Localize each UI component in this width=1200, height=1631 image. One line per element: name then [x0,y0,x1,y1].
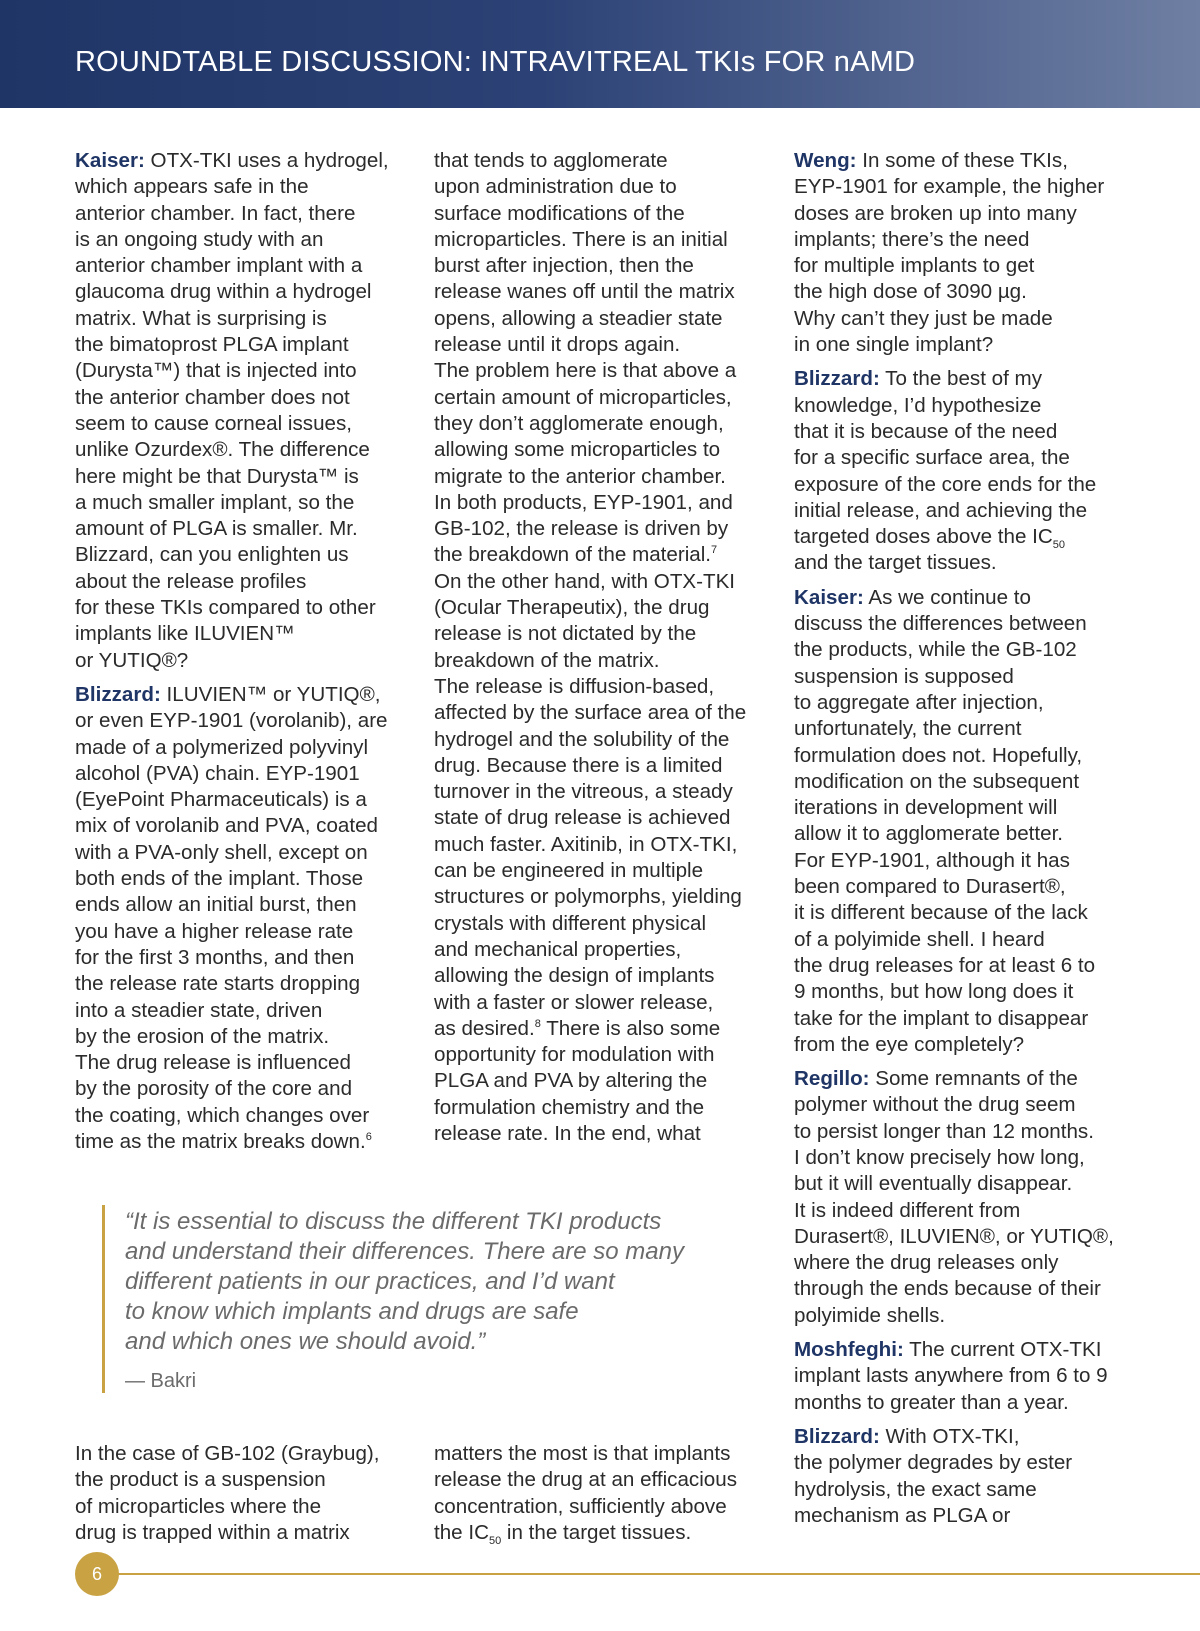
text-line: the products, while the GB-102 [794,638,1077,662]
text-line: (Ocular Therapeutix), the drug [434,596,710,620]
text-line: opens, allowing a steadier state [434,306,723,330]
text-line: migrate to the anterior chamber. [434,464,726,488]
reference-superscript: 6 [365,1131,372,1144]
text-line: crystals with different physical [434,911,707,935]
text-line: to aggregate after injection, [794,690,1044,714]
text-line: state of drug release is achieved [434,806,731,830]
paragraph-blizzard-1 [75,682,415,1155]
subscript: 50 [1052,539,1065,552]
text-line: (Durysta™) that is injected into [75,359,357,383]
speaker-label: Kaiser: [75,149,145,172]
text-line: drug is trapped within a matrix [75,1520,350,1544]
text-line: microparticles. There is an initial [434,227,728,251]
text-line: the coating, which changes over [75,1103,370,1127]
text-line: In both products, EYP-1901, and [434,490,733,514]
paragraph-blizzard-3 [794,1424,1154,1529]
text-line: release rate. In the end, what [434,1121,701,1145]
text-line: burst after injection, then the [434,254,694,278]
text-line: release is not dictated by the [434,622,697,646]
text-line: months to greater than a year. [794,1390,1069,1414]
text-line: the drug releases for at least 6 to [794,953,1096,977]
text-line: about the release profiles [75,569,307,593]
paragraph-blizzard-2 [794,366,1154,576]
text-line: unfortunately, the current [794,717,1022,741]
text-line: by the erosion of the matrix. [75,1024,330,1048]
text-line: Some remnants of the [869,1067,1078,1091]
paragraph-weng [794,148,1154,358]
reference-superscript: 8 [534,1017,541,1030]
reference-superscript: 7 [711,544,718,557]
text-line: they don’t agglomerate enough, [434,411,724,435]
text-line: There is also some [540,1016,721,1040]
paragraph-moshfeghi [794,1337,1154,1416]
quote-text [125,1207,684,1357]
text-line: With OTX-TKI, [879,1424,1020,1448]
text-line: For EYP-1901, although it has [794,848,1070,872]
text-line: glaucoma drug within a hydrogel [75,280,372,304]
text-line: OTX-TKI uses a hydrogel, [144,149,389,172]
text-line: affected by the surface area of the [434,701,747,725]
text-line: the bimatoprost PLGA implant [75,333,349,357]
page-number: 6 [75,1552,119,1596]
text-line: the polymer degrades by ester [794,1451,1073,1475]
text-line: allow it to agglomerate better. [794,822,1064,846]
text-line: the breakdown of the material. [434,543,712,567]
text-line: both ends of the implant. Those [75,867,364,891]
text-line: with a faster or slower release, [434,990,714,1014]
text-line: mechanism as PLGA or [794,1503,1011,1527]
text-line: EYP-1901 for example, the higher [794,175,1105,199]
quote-line: to know which implants and drugs are safe [125,1298,579,1325]
text-line: through the ends because of their [794,1277,1101,1301]
text-line: seem to cause corneal issues, [75,411,353,435]
text-line: for a specific surface area, the [794,446,1070,470]
paragraph-regillo [794,1066,1154,1329]
speaker-label: Moshfeghi: [794,1338,904,1362]
text-line: 9 months, but how long does it [794,980,1074,1004]
text-line: for the first 3 months, and then [75,945,355,969]
text-line: and the target tissues. [794,551,997,575]
text-line: a much smaller implant, so the [75,490,355,514]
column-2-bottom [434,1441,774,1554]
paragraph-kaiser-2 [794,585,1154,1058]
text-line: the high dose of 3090 µg. [794,280,1027,304]
paragraph-graybug [75,1441,415,1546]
text-line: modification on the subsequent [794,769,1080,793]
text-line: formulation does not. Hopefully, [794,743,1083,767]
text-line: it is different because of the lack [794,901,1088,925]
text-line: anterior chamber implant with a [75,254,363,278]
subscript: 50 [488,1535,502,1547]
text-line: implants like ILUVIEN™ [75,622,295,646]
text-line: The drug release is influenced [75,1051,351,1075]
text-line: opportunity for modulation with [434,1043,715,1067]
quote-line: and understand their differences. There are so many [125,1238,684,1265]
text-line: Durasert®, ILUVIEN®, or YUTIQ®, [794,1224,1114,1248]
speaker-label: Blizzard: [794,367,880,391]
text-line: PLGA and PVA by altering the [434,1069,708,1093]
text-line: but it will eventually disappear. [794,1172,1073,1196]
text-line: is an ongoing study with an [75,227,324,251]
quote-line: “It is essential to discuss the different TKI products [125,1208,662,1235]
text-line: made of a polymerized polyvinyl [75,735,369,759]
text-line: certain amount of microparticles, [434,385,732,409]
text-line: allowing some microparticles to [434,438,721,462]
column-1 [75,148,415,1163]
column-1-bottom [75,1441,415,1554]
text-line: I don’t know precisely how long, [794,1145,1085,1169]
text-line: polyimide shells. [794,1303,946,1327]
text-line: (EyePoint Pharmaceuticals) is a [75,788,367,812]
text-line: knowledge, I’d hypothesize [794,393,1042,417]
text-line: in one single implant? [794,333,994,357]
text-line: here might be that Durysta™ is [75,464,359,488]
text-line: the product is a suspension [75,1468,326,1492]
text-line: exposure of the core ends for the [794,472,1097,496]
speaker-label: Regillo: [794,1067,870,1091]
quote-line: different patients in our practices, and I’d want [125,1268,615,1295]
text-line: mix of vorolanib and PVA, coated [75,814,378,838]
text-line: alcohol (PVA) chain. EYP-1901 [75,761,360,785]
text-line: can be engineered in multiple [434,859,704,883]
text-line: concentration, sufficiently above [434,1494,727,1518]
text-line: you have a higher release rate [75,919,354,943]
text-line: On the other hand, with OTX-TKI [434,569,736,593]
text-line: structures or polymorphs, yielding [434,885,742,909]
text-line: which appears safe in the [75,175,309,199]
text-line: or YUTIQ®? [75,648,189,672]
speaker-label: Blizzard: [794,1424,880,1448]
text-line: for multiple implants to get [794,254,1035,278]
text-line: implants; there’s the need [794,227,1030,251]
text-line: In the case of GB-102 (Graybug), [75,1442,380,1465]
header-title: ROUNDTABLE DISCUSSION: INTRAVITREAL TKIs FOR nAMD [75,46,916,78]
text-line: suspension is supposed [794,664,1014,688]
text-line: formulation chemistry and the [434,1095,705,1119]
text-line: Blizzard, can you enlighten us [75,543,349,567]
text-line: and mechanical properties, [434,937,682,961]
text-line: as desired. [434,1016,535,1040]
text-line: allowing the design of implants [434,964,715,988]
text-line: in the target tissues. [501,1520,692,1544]
text-line: hydrogel and the solubility of the [434,727,730,751]
text-line: breakdown of the matrix. [434,648,660,672]
text-line: by the porosity of the core and [75,1077,353,1101]
text-line: targeted doses above the IC [794,525,1053,549]
text-line: drug. Because there is a limited [434,753,723,777]
text-line: release the drug at an efficacious [434,1468,738,1492]
text-line: ends allow an initial burst, then [75,893,357,917]
text-line: the anterior chamber does not [75,385,350,409]
column-3 [794,148,1154,1537]
quote-attribution: — Bakri [125,1370,197,1392]
speaker-label: Kaiser: [794,585,864,609]
text-line: of a polyimide shell. I heard [794,927,1045,951]
text-line: that it is because of the need [794,419,1058,443]
text-line: from the eye completely? [794,1032,1025,1056]
pull-quote [102,1205,725,1393]
text-line: Why can’t they just be made [794,306,1053,330]
paragraph-efficacy [434,1441,774,1546]
text-line: of microparticles where the [75,1494,322,1518]
text-line: surface modifications of the [434,201,685,225]
text-line: It is indeed different from [794,1198,1021,1222]
text-line: doses are broken up into many [794,201,1077,225]
text-line: for these TKIs compared to other [75,596,376,620]
text-line: GB-102, the release is driven by [434,517,729,541]
text-line: As we continue to [863,585,1031,609]
text-line: where the drug releases only [794,1251,1059,1275]
text-line: unlike Ozurdex®. The difference [75,438,370,462]
speaker-label: Weng: [794,149,857,172]
text-line: polymer without the drug seem [794,1093,1076,1117]
text-line: much faster. Axitinib, in OTX-TKI, [434,832,738,856]
text-line: release wanes off until the matrix [434,280,735,304]
text-line: The current OTX-TKI [903,1338,1102,1362]
column-2 [434,148,774,1155]
text-line: the IC [434,1520,489,1544]
text-line: been compared to Durasert®, [794,875,1066,899]
quote-line: and which ones we should avoid.” [125,1328,486,1355]
text-line: The problem here is that above a [434,359,737,383]
text-line: anterior chamber. In fact, there [75,201,356,225]
text-line: to persist longer than 12 months. [794,1119,1094,1143]
text-line: upon administration due to [434,175,677,199]
paragraph-continued [434,148,774,1147]
text-line: the release rate starts dropping [75,972,361,996]
text-line: matters the most is that implants [434,1442,731,1465]
page-header [0,0,1200,108]
speaker-label: Blizzard: [75,682,161,706]
text-line: with a PVA-only shell, except on [75,840,368,864]
text-line: In some of these TKIs, [856,149,1068,172]
text-line: ILUVIEN™ or YUTIQ®, [160,682,381,706]
text-line: turnover in the vitreous, a steady [434,780,733,804]
text-line: release until it drops again. [434,333,681,357]
text-line: matrix. What is surprising is [75,306,327,330]
text-line: amount of PLGA is smaller. Mr. [75,517,358,541]
text-line: initial release, and achieving the [794,498,1088,522]
paragraph-kaiser-1 [75,148,415,674]
text-line: that tends to agglomerate [434,149,668,172]
text-line: hydrolysis, the exact same [794,1477,1037,1501]
text-line: time as the matrix breaks down. [75,1129,366,1153]
text-line: into a steadier state, driven [75,998,323,1022]
text-line: implant lasts anywhere from 6 to 9 [794,1364,1108,1388]
text-line: iterations in development will [794,796,1058,820]
text-line: take for the implant to disappear [794,1006,1089,1030]
text-line: The release is diffusion-based, [434,674,715,698]
text-line: discuss the differences between [794,612,1087,636]
footer-divider [110,1573,1200,1575]
text-line: To the best of my [879,367,1042,391]
text-line: or even EYP-1901 (vorolanib), are [75,709,388,733]
